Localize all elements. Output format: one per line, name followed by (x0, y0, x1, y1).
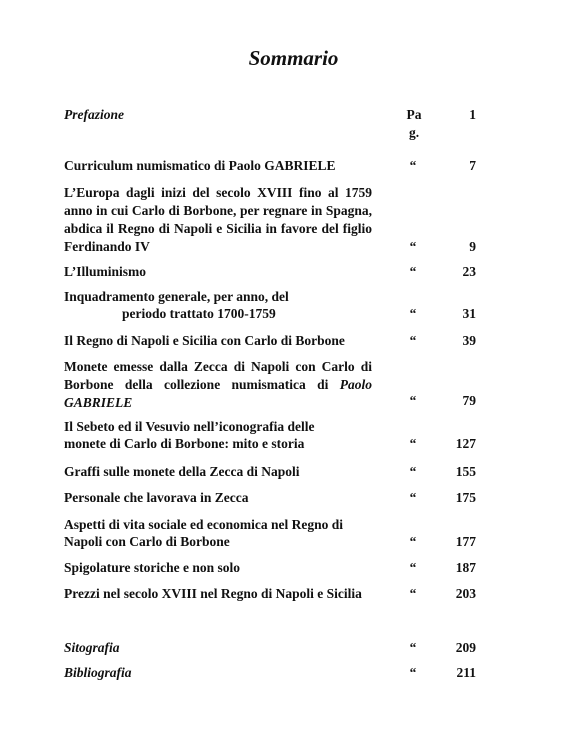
toc-page-number: 7 (469, 158, 476, 173)
toc-page-number: 127 (455, 436, 476, 451)
toc-page-number: 39 (462, 333, 476, 348)
toc-entry-line: periodo trattato 1700-1759 (122, 306, 276, 321)
toc-page-header: Pa g. (406, 107, 422, 140)
toc-ditto-mark: “ (409, 490, 417, 505)
toc-entry-prefazione: Prefazione (64, 107, 124, 122)
toc-page-number: 9 (469, 239, 476, 254)
toc-ditto-mark: “ (409, 640, 417, 655)
toc-ditto-mark: “ (409, 306, 417, 321)
toc-entry: Personale che lavorava in Zecca (64, 490, 249, 505)
toc-ditto-mark: “ (409, 393, 417, 408)
toc-entry: L’Illuminismo (64, 264, 147, 279)
toc-page-number: 203 (455, 586, 476, 601)
toc-ditto-mark: “ (409, 436, 417, 451)
toc-page-number: 177 (455, 534, 476, 549)
toc-entry-italic: Paolo GABRIELE (64, 377, 372, 410)
toc-entry: Spigolature storiche e non solo (64, 560, 241, 575)
toc-page-number: 1 (469, 107, 476, 122)
toc-entry: Graffi sulle monete della Zecca di Napoli (64, 464, 300, 479)
toc-entry-line: Aspetti di vita sociale ed economica nel Regno di (64, 517, 343, 532)
toc-entry: L’Europa dagli inizi del secolo XVIII fino al 1759 anno in cui Carlo di Borbone, per regnare in Spagna, abdica il Regno di Napoli e Sicilia in favore del figlio Ferdinando IV (64, 185, 372, 254)
toc-ditto-mark: “ (409, 333, 417, 348)
toc-entry (64, 358, 372, 412)
toc-entry: Il Regno di Napoli e Sicilia con Carlo di Borbone (64, 333, 345, 348)
toc-ditto-mark: “ (409, 534, 417, 549)
toc-ditto-mark: “ (409, 264, 417, 279)
toc-entry-line: monete di Carlo di Borbone: mito e storia (64, 436, 305, 451)
toc-page-number: 209 (455, 640, 476, 655)
toc-ditto-mark: “ (409, 464, 417, 479)
toc-entry-line: Il Sebeto ed il Vesuvio nell’iconografia delle (64, 419, 315, 434)
toc-page-number: 211 (456, 665, 476, 680)
toc-page-number: 23 (462, 264, 476, 279)
toc-ditto-mark: “ (409, 665, 417, 680)
toc-entry-line: Napoli con Carlo di Borbone (64, 534, 230, 549)
toc-entry-text: Monete emesse dalla Zecca di Napoli con Carlo di Borbone della collezione numismatica di (64, 359, 372, 392)
toc-entry-bibliografia: Bibliografia (64, 665, 132, 680)
toc-ditto-mark: “ (409, 586, 417, 601)
toc-ditto-mark: “ (409, 239, 417, 254)
toc-page-number: 79 (462, 393, 476, 408)
toc-page-number: 175 (455, 490, 476, 505)
toc-ditto-mark: “ (409, 158, 417, 173)
toc-entry: Prezzi nel secolo XVIII nel Regno di Napoli e Sicilia (64, 586, 362, 601)
toc-page-number: 155 (455, 464, 476, 479)
toc-entry-sitografia: Sitografia (64, 640, 120, 655)
toc-page-number: 187 (455, 560, 476, 575)
page-title: Sommario (248, 46, 339, 70)
toc-page-number: 31 (462, 306, 476, 321)
toc-entry-line: Inquadramento generale, per anno, del (64, 289, 289, 304)
toc-ditto-mark: “ (409, 560, 417, 575)
toc-entry: Curriculum numismatico di Paolo GABRIELE (64, 158, 336, 173)
